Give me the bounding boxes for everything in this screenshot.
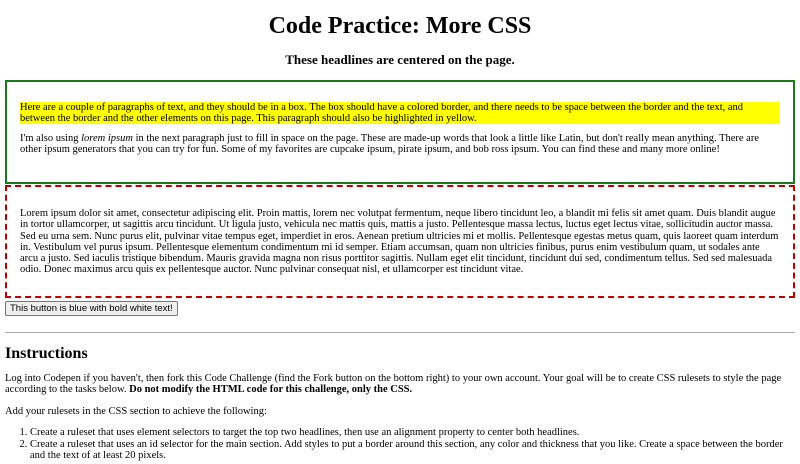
task-item: 1. Create a ruleset that uses element selectors to target the top two headlines, then use an alignment property to center both headlines. (30, 427, 795, 439)
instructions-heading: Instructions (5, 344, 88, 362)
lorem-ipsum-emphasis: lorem ipsum (81, 133, 133, 144)
lorem-intro-text-end: in the next paragraph just to fill in space on the page. These are made-up words that look a little like Latin, but don't really mean anything. There are other ipsum generators that you can try for fun. Some of my favorites are cupcake ipsum, pirate ipsum, and bob ross ipsum. You can find these and many more online! (20, 133, 759, 155)
instructions-warning: Do not modify the HTML code for this challenge, only the CSS. (129, 384, 413, 396)
task-list (5, 427, 795, 462)
instructions-intro-text: Log into Codepen if you haven't, then fork this Code Challenge (find the Fork button on the bottom right) to your own account. Your goal will be to create CSS rulesets to style the page according to the tasks below. (5, 372, 782, 396)
lorem-intro-text-start: I'm also using (20, 133, 82, 144)
page (0, 14, 800, 462)
instructions-intro (5, 373, 795, 396)
lorem-section-box (5, 185, 795, 298)
lorem-paragraph: Lorem ipsum dolor sit amet, consectetur adipiscing elit. Proin mattis, lorem nec volutpat fermentum, neque libero tincidunt leo, a blandit mi felis sit amet quam. Duis blandit augue in tortor ullamcorper, ut sagittis arcu tincidunt. Ut ligula justo, vehicula nec mattis quis, mattis a justo. Pellentesque massa lectus, luctus eget lectus vitae, sollicitudin auctor massa. Sed eu urna sem. Nunc purus elit, pulvinar vitae tempus eget, imperdiet in eros. Aenean pretium ultricies mi et mollis. Pellentesque egestas metus quam, quis laoreet quam interdum in. Vestibulum vel purus ipsum. Pellentesque elementum condimentum mi id semper. Etiam accumsan, quam non ultricies finibus, purus enim vestibulum quam, ut sodales ante arcu a justo. Sed iaculis tristique bibendum. Mauris gravida magna non risus porttitor sagittis. Nullam eget elit tincidunt, tincidunt dui sed, condimentum tellus. Sed sed malesuada odio. Donec maximus arcu quis ex pellentesque auctor. Nunc pulvinar consequat nisl, et ullamcorper est tincidunt vitae. (20, 208, 779, 276)
task-item: 2. Create a ruleset that uses an id selector for the main section. Add styles to put a border around this section, any color and thickness that you like. Create a space between the border and the text of at least 20 pixels. (30, 439, 795, 462)
page-subtitle: These headlines are centered on the page. (285, 52, 515, 67)
page-title: Code Practice: More CSS (268, 13, 532, 39)
instructions-add-rulesets: Add your rulesets in the CSS section to achieve the following: (5, 405, 267, 417)
highlighted-paragraph: Here are a couple of paragraphs of text, and they should be in a box. The box should have a colored border, and there needs to be space between the border and the text, and between the border and the other elements on this page. This paragraph should also be highlighted in yellow. (20, 102, 780, 124)
main-section-box (5, 80, 795, 184)
section-divider (5, 332, 795, 333)
lorem-intro-paragraph (20, 133, 780, 155)
demo-button[interactable]: This button is blue with bold white text! (5, 301, 178, 316)
